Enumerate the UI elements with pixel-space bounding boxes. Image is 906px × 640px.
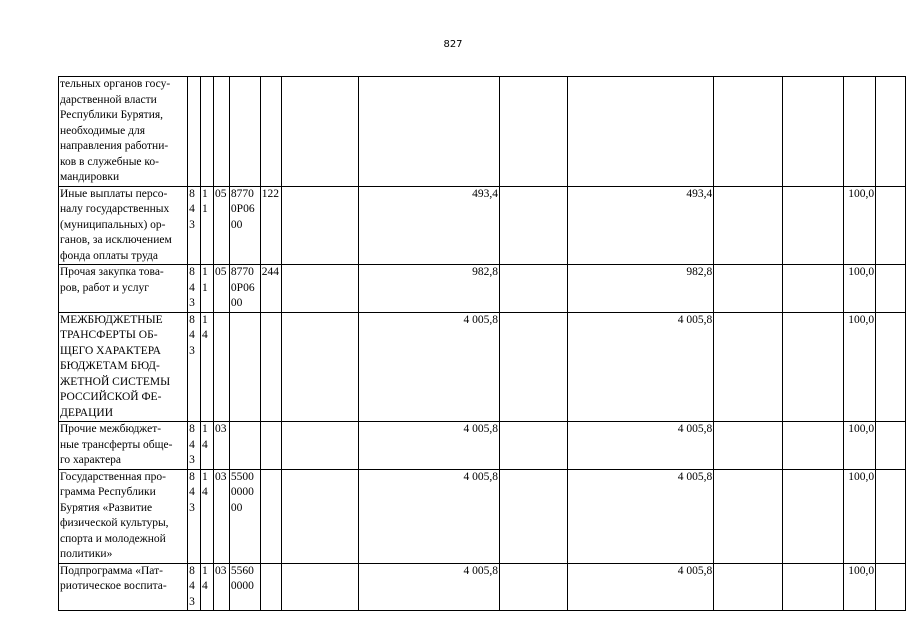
target-article-cell	[229, 422, 260, 470]
table-row	[59, 77, 906, 187]
section-code-cell: 11	[201, 265, 214, 313]
executed-amount-cell: 4 005,8	[568, 469, 714, 563]
executed-amount-cell: 4 005,8	[568, 312, 714, 422]
subsection-code-cell: 03	[213, 469, 229, 563]
empty-cell	[782, 469, 844, 563]
execution-percent-cell: 100,0	[844, 563, 876, 611]
row-name-cell: Подпрограмма «Пат- риотическое воспита-	[59, 563, 188, 611]
empty-cell	[281, 469, 358, 563]
subsection-code-cell	[213, 312, 229, 422]
section-code-cell: 14	[201, 422, 214, 470]
admin-code-cell: 843	[188, 312, 201, 422]
target-article-cell: 8770 0Р06 00	[229, 265, 260, 313]
target-article-cell	[229, 312, 260, 422]
expense-type-cell: 244	[260, 265, 281, 313]
execution-percent-cell: 100,0	[844, 422, 876, 470]
executed-amount-cell	[568, 77, 714, 187]
approved-amount-cell: 4 005,8	[359, 422, 500, 470]
empty-cell	[714, 186, 782, 265]
empty-cell	[281, 422, 358, 470]
execution-percent-cell: 100,0	[844, 469, 876, 563]
empty-cell	[499, 422, 567, 470]
expense-type-cell	[260, 469, 281, 563]
empty-cell	[714, 265, 782, 313]
empty-cell	[499, 312, 567, 422]
target-article-cell: 5500 0000 00	[229, 469, 260, 563]
empty-cell	[876, 265, 906, 313]
empty-cell	[281, 265, 358, 313]
execution-percent-cell: 100,0	[844, 312, 876, 422]
row-name-cell: Прочая закупка това- ров, работ и услуг	[59, 265, 188, 313]
empty-cell	[876, 563, 906, 611]
admin-code-cell: 843	[188, 469, 201, 563]
executed-amount-cell: 982,8	[568, 265, 714, 313]
expense-type-cell	[260, 77, 281, 187]
approved-amount-cell: 4 005,8	[359, 563, 500, 611]
expense-type-cell	[260, 312, 281, 422]
execution-percent-cell	[844, 77, 876, 187]
table-row	[59, 186, 906, 265]
subsection-code-cell	[213, 77, 229, 187]
table-row	[59, 469, 906, 563]
subsection-code-cell: 03	[213, 563, 229, 611]
admin-code-cell: 843	[188, 422, 201, 470]
empty-cell	[876, 312, 906, 422]
empty-cell	[782, 77, 844, 187]
empty-cell	[782, 186, 844, 265]
empty-cell	[714, 469, 782, 563]
empty-cell	[499, 265, 567, 313]
row-name-cell: Прочие межбюджет- ные трансферты обще- го характера	[59, 422, 188, 470]
executed-amount-cell: 493,4	[568, 186, 714, 265]
execution-percent-cell: 100,0	[844, 265, 876, 313]
admin-code-cell: 843	[188, 265, 201, 313]
empty-cell	[876, 77, 906, 187]
section-code-cell: 11	[201, 186, 214, 265]
empty-cell	[499, 186, 567, 265]
empty-cell	[876, 469, 906, 563]
empty-cell	[782, 422, 844, 470]
empty-cell	[782, 312, 844, 422]
empty-cell	[281, 563, 358, 611]
empty-cell	[281, 312, 358, 422]
expense-type-cell	[260, 422, 281, 470]
table-row	[59, 422, 906, 470]
approved-amount-cell: 982,8	[359, 265, 500, 313]
empty-cell	[499, 77, 567, 187]
empty-cell	[782, 265, 844, 313]
empty-cell	[876, 422, 906, 470]
admin-code-cell: 843	[188, 563, 201, 611]
section-code-cell: 14	[201, 312, 214, 422]
empty-cell	[281, 77, 358, 187]
expense-type-cell	[260, 563, 281, 611]
section-code-cell	[201, 77, 214, 187]
table-row	[59, 563, 906, 611]
empty-cell	[281, 186, 358, 265]
empty-cell	[714, 422, 782, 470]
row-name-cell: Иные выплаты персо- налу государственных (муниципальных) ор- ганов, за исключением фонда оплаты труда	[59, 186, 188, 265]
approved-amount-cell	[359, 77, 500, 187]
row-name-cell: Государственная про- грамма Республики Бурятия «Развитие физической культуры, спорта и молодежной политики»	[59, 469, 188, 563]
empty-cell	[714, 312, 782, 422]
page-number: 827	[443, 39, 463, 50]
target-article-cell: 5560 0000	[229, 563, 260, 611]
approved-amount-cell: 4 005,8	[359, 469, 500, 563]
empty-cell	[499, 563, 567, 611]
section-code-cell: 14	[201, 563, 214, 611]
budget-table	[58, 76, 906, 611]
expense-type-cell: 122	[260, 186, 281, 265]
table-row	[59, 312, 906, 422]
executed-amount-cell: 4 005,8	[568, 563, 714, 611]
executed-amount-cell: 4 005,8	[568, 422, 714, 470]
row-name-cell: МЕЖБЮДЖЕТНЫЕ ТРАНСФЕРТЫ ОБ- ЩЕГО ХАРАКТЕРА БЮДЖЕТАМ БЮД- ЖЕТНОЙ СИСТЕМЫ РОССИЙСКОЙ ФЕ- ДЕРАЦИИ	[59, 312, 188, 422]
empty-cell	[714, 77, 782, 187]
execution-percent-cell: 100,0	[844, 186, 876, 265]
approved-amount-cell: 493,4	[359, 186, 500, 265]
table-row	[59, 265, 906, 313]
empty-cell	[782, 563, 844, 611]
row-name-cell: тельных органов госу- дарственной власти Республики Бурятия, необходимые для направления работни- ков в служебные ко- мандировки	[59, 77, 188, 187]
subsection-code-cell: 05	[213, 265, 229, 313]
admin-code-cell: 843	[188, 186, 201, 265]
target-article-cell: 8770 0Р06 00	[229, 186, 260, 265]
approved-amount-cell: 4 005,8	[359, 312, 500, 422]
section-code-cell: 14	[201, 469, 214, 563]
admin-code-cell	[188, 77, 201, 187]
empty-cell	[876, 186, 906, 265]
subsection-code-cell: 03	[213, 422, 229, 470]
subsection-code-cell: 05	[213, 186, 229, 265]
empty-cell	[499, 469, 567, 563]
empty-cell	[714, 563, 782, 611]
target-article-cell	[229, 77, 260, 187]
